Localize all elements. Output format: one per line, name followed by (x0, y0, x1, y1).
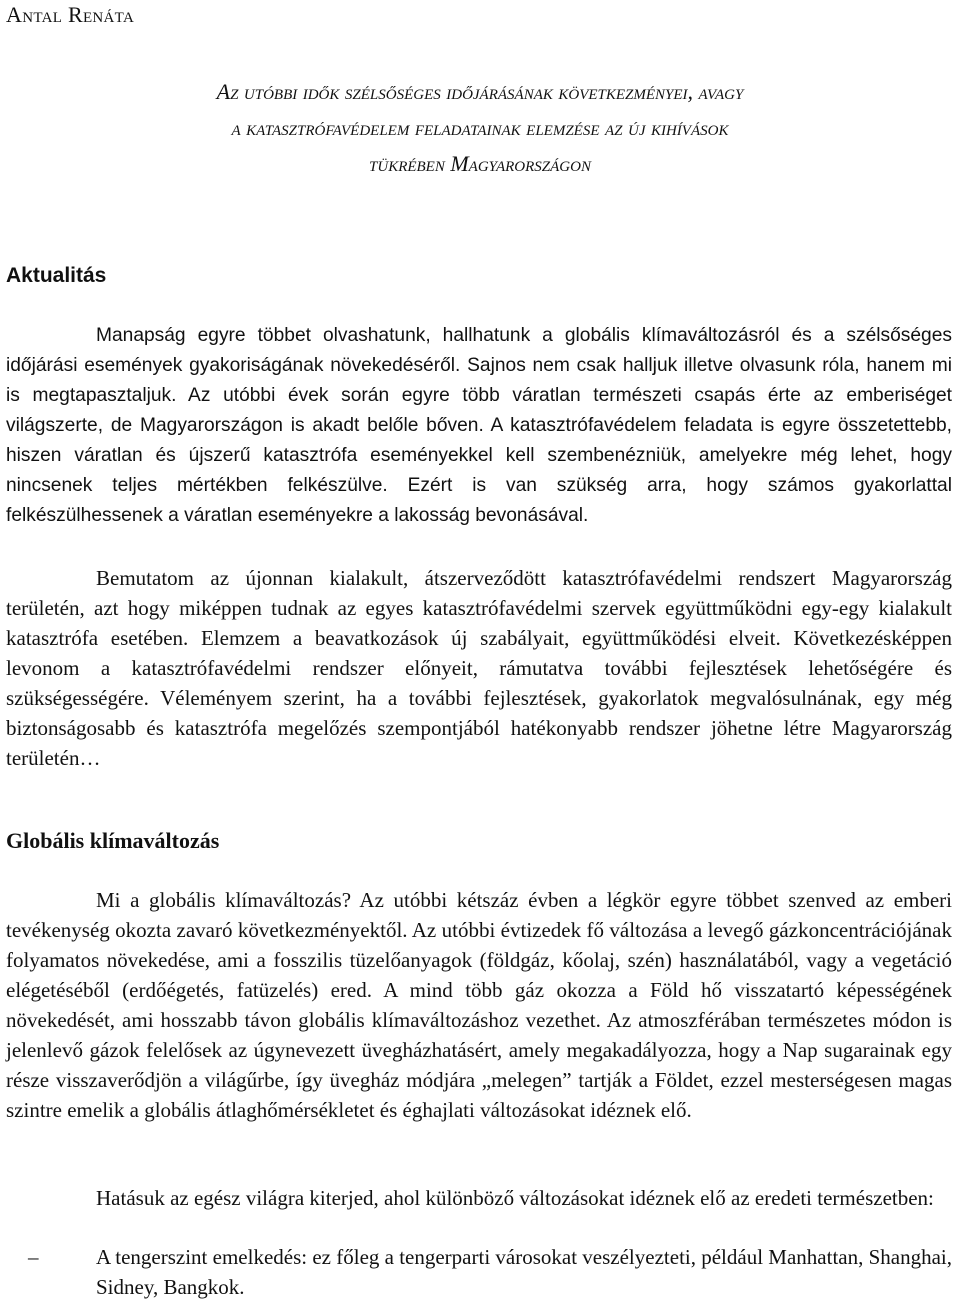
section-globalis-paragraph-1 (6, 885, 952, 1125)
list-item (6, 1242, 952, 1302)
section-aktualitas-paragraph-2 (6, 563, 952, 773)
title-line: a katasztrófavédelem feladatainak elemzése az új kihívások (231, 115, 729, 140)
list-dash: – (28, 1245, 39, 1269)
section-globalis-paragraph-2 (6, 1183, 952, 1213)
paper-title (6, 74, 954, 182)
effects-list (6, 1242, 952, 1302)
paragraph: Bemutatom az újonnan kialakult, átszerveződött katasztrófavédelmi rendszert Magyarország területén, azt hogy miképpen tudnak az egyes katasztrófavédelmi szervek együttműködni egy-egy kialakult katasztrófa esetében. Elemzem a beavatkozások új szabályait, együttműködési elveit. Következésképpen levonom a katasztrófavédelmi rendszer előnyeit, rámutatva további fejlesztések lehetőségére és szükségességére. Véleményem szerint, ha a további fejlesztések, gyakorlatok megvalósulnának, egy még biztonságosabb és katasztrófa megelőzés szempontjából hatékonyabb rendszer jöhetne létre Magyarország területén… (6, 566, 952, 770)
paragraph: Mi a globális klímaváltozás? Az utóbbi kétszáz évben a légkör egyre többet szenved az emberi tevékenység okozta zavaró következményektől. Az utóbbi évtizedek fő változása a levegő gázkoncentrációjának folyamatos növekedése, ami a fosszilis tüzelőanyagok (földgáz, kőolaj, szén) használatából, vagy a vegetáció elégetéséből (erdőégetés, fatüzelés) ered. A mind több gáz okozza a Föld hő visszatartó képességének növekedését, ami hosszabb távon globális klímaváltozáshoz vezethet. Az atmoszférában természetes módon is jelenlevő gázok felelősek az úgynevezett üvegházhatásért, amely megakadályozza, hogy a Nap sugarainak egy része visszaverődjön a világűrbe, így üvegház módjára „melegen” tartják a Földet, ezzel mesterségesen magas szintre emelik a globális átlaghőmérsékletet és éghajlati változásokat idéznek elő. (6, 888, 952, 1122)
section-heading-aktualitas: Aktualitás (6, 264, 107, 287)
author-name: Antal Renáta (6, 2, 135, 27)
section-aktualitas-paragraph-1 (6, 321, 952, 531)
paragraph: Manapság egyre többet olvashatunk, hallhatunk a globális klímaváltozásról és a szélsőséges időjárási események gyakoriságának növekedéséről. Sajnos nem csak halljuk illetve olvasunk róla, hanem mi is megtapasztaljuk. Az utóbbi évek során egyre több váratlan természeti csapás érte az emberiséget világszerte, de Magyarországon is akadt belőle bőven. A katasztrófavédelem feladata is egyre összetettebb, hiszen váratlan és újszerű katasztrófa eseményekkel kell szembenézniük, amelyekre még lehet, hogy nincsenek teljes mértékben felkészülve. Ezért is van szükség arra, hogy számos gyakorlattal felkészülhessenek a váratlan eseményekre a lakosság bevonásával. (6, 325, 952, 526)
list-item-text: A tengerszint emelkedés: ez főleg a tengerparti városokat veszélyezteti, például Manhattan, Shanghai, Sidney, Bangkok. (96, 1245, 953, 1299)
paragraph: Hatásuk az egész világra kiterjed, ahol különböző változásokat idéznek elő az eredeti természetben: (96, 1186, 934, 1210)
section-heading-globalis-klimavaltozas: Globális klímaváltozás (6, 828, 220, 853)
title-line: Az utóbbi idők szélsőséges időjárásának következményei, avagy (216, 79, 744, 104)
title-line: tükrében Magyarországon (369, 151, 591, 176)
